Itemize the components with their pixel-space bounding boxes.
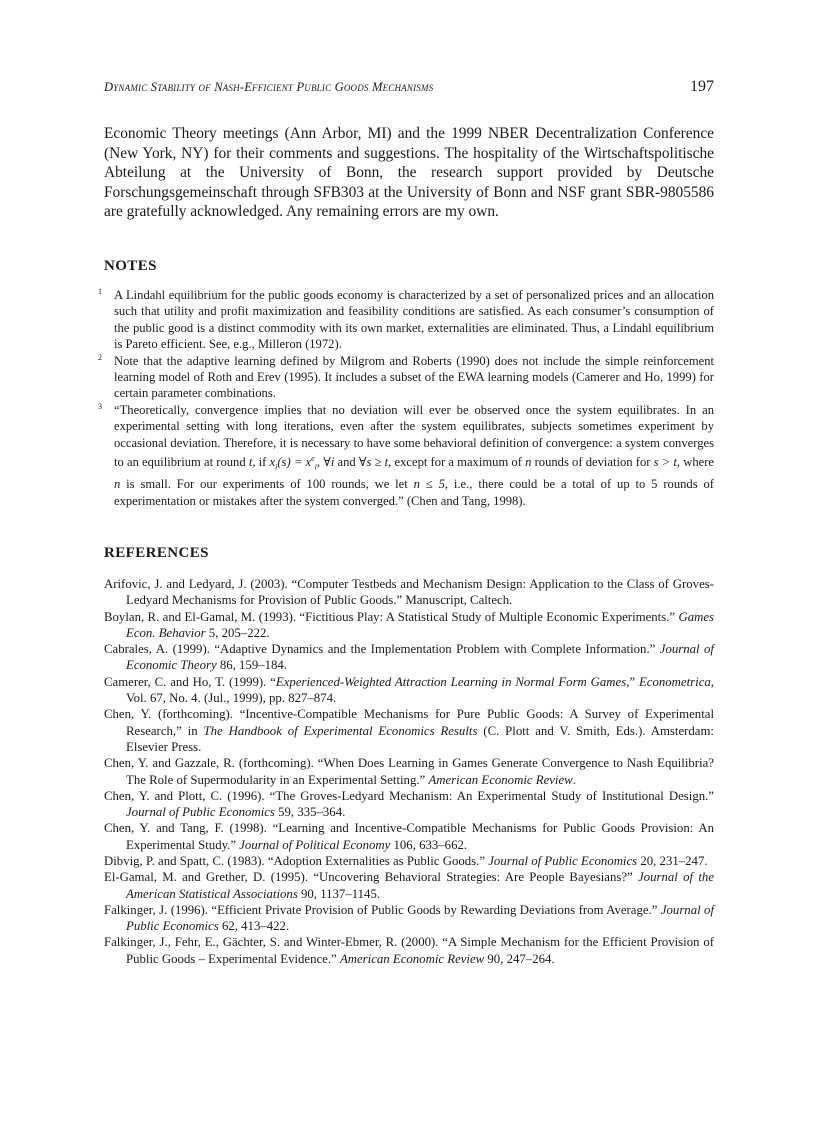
reference-details: 20, 231–247. (637, 854, 708, 868)
reference-item (104, 641, 714, 674)
reference-journal: The Handbook of Experimental Economics Results (203, 723, 478, 738)
reference-details: 106, 633–662. (390, 837, 468, 852)
notes-heading: NOTES (104, 257, 157, 274)
reference-item (104, 706, 714, 755)
reference-details: 90, 1137–1145. (297, 886, 381, 901)
note-text: , i.e., there could be a total of up to 5 rounds of experimentation or mistakes after the system converged.” (Chen and Tang, 1998). (114, 477, 714, 508)
reference-item (104, 934, 714, 967)
reference-text: Arifovic, J. and Ledyard, J. (2003). “Computer Testbeds and Mechanism Design: Application to the Class of Groves-Ledyard Mechanisms for Provision of Public Goods.” Manuscript, Caltech. (104, 576, 714, 608)
reference-details: 5, 205–222. (205, 625, 270, 640)
reference-text: Chen, Y. and Tang, F. (1998). “Learning and Incentive-Compatible Mechanisms for Public Goods Provision: An Experimental Study.” (104, 821, 714, 852)
references-heading: REFERENCES (104, 544, 209, 561)
math-superscript: e (311, 454, 315, 464)
math-var: i (330, 455, 335, 470)
reference-item (104, 820, 714, 853)
reference-text: Dibvig, P. and Spatt, C. (1983). “Adoption Externalities as Public Goods.” (104, 854, 489, 868)
math-var: t (248, 455, 253, 470)
reference-details: . (572, 772, 576, 787)
math-var: x (269, 455, 276, 470)
reference-item (104, 788, 714, 821)
note-text: is small. For our experiments of 100 rounds, we let (120, 477, 414, 492)
reference-item (104, 674, 714, 707)
references-list (104, 576, 714, 967)
page-content (98, 78, 715, 967)
reference-text: Falkinger, J., Fehr, E., Gächter, S. and Winter-Ebmer, R. (2000). “A Simple Mechanism for the Efficient Provision of Public Goods – Experimental Evidence.” (104, 935, 714, 966)
reference-text: Cabrales, A. (1999). “Adaptive Dynamics and the Implementation Problem with Complete Information.” (104, 642, 660, 657)
reference-text: Boylan, R. and El-Gamal, M. (1993). “Fictitious Play: A Statistical Study of Multiple Economic Experiments.” (104, 609, 679, 624)
note-text: Note that the adaptive learning defined by Milgrom and Roberts (1990) does not include the simple reinforcement learning model of Roth and Erev (1995). It includes a subset of the EWA learning models (Camerer and Ho, 1999) for certain parameter combinations. (114, 353, 714, 401)
math-formula (269, 454, 317, 472)
note-item (98, 401, 714, 509)
reference-details: (C. Plott and V. Smith, Eds.). Amsterdam: Elsevier Press. (126, 723, 714, 754)
reference-text: Falkinger, J. (1996). “Efficient Private Provision of Public Goods by Rewarding Deviations from Average.” (104, 902, 661, 917)
reference-item (104, 869, 714, 902)
reference-journal: Journal of Public Economics (126, 902, 714, 934)
note-text: , ∀ (316, 455, 331, 470)
reference-title-italic: Experienced-Weighted Attraction Learning in Normal Form Games (275, 674, 627, 689)
note-text: , if (252, 455, 270, 470)
reference-journal: American Economic Review (428, 772, 573, 787)
note-item (98, 352, 714, 402)
reference-text: Chen, Y. and Gazzale, R. (forthcoming). “When Does Learning in Games Generate Convergence to Nash Equilibria? The Role of Supermodularity in an Experimental Setting.” (104, 756, 714, 787)
note-number: 2 (98, 352, 102, 362)
running-head (104, 78, 714, 100)
reference-item (104, 853, 714, 869)
reference-journal: Journal of Economic Theory (126, 642, 714, 673)
reference-journal: Econometrica (638, 674, 711, 689)
note-text: A Lindahl equilibrium for the public goods economy is characterized by a set of personalized prices and an allocation such that utility and profit maximization and feasibility conditions are satisfied. As each consumer’s consumption of the public good is a distinct commodity with its own market, externalities are eliminated. Thus, a Lindahl equilibrium is Pareto efficient. See, e.g., Milleron (1972). (114, 287, 714, 352)
reference-journal: Journal of the American Statistical Associations (126, 870, 715, 901)
math-var: n (525, 455, 532, 470)
note-text: “Theoretically, convergence implies that no deviation will ever be observed once the system equilibrates. In an experimental setting with long iterations, even after the system equilibrates, subjects sometimes experiment by occasional deviation. Therefore, it is necessary to have some behavioral definition of convergence: a system converges to an equilibrium at round (114, 402, 714, 470)
reference-item (104, 609, 714, 642)
reference-text: Camerer, C. and Ho, T. (1999). “ (104, 674, 276, 689)
reference-item (104, 902, 714, 935)
math-expr: (s) = x (277, 455, 312, 470)
note-text: rounds of deviation for (531, 455, 654, 470)
math-expr: s ≥ t (366, 455, 389, 470)
reference-journal: Journal of Political Economy (239, 837, 391, 852)
note-text: , except for a maximum of (388, 455, 526, 470)
note-number: 1 (98, 286, 102, 296)
note-text: , where (676, 455, 714, 470)
math-subscript: i (314, 462, 317, 472)
reference-item (104, 576, 714, 609)
reference-details: 62, 413–422. (218, 919, 290, 934)
reference-text: El-Gamal, M. and Grether, D. (1995). “Uncovering Behavioral Strategies: Are People Bayesians?” (104, 870, 638, 885)
reference-journal: Journal of Public Economics (126, 805, 275, 820)
math-subscript: i (275, 462, 278, 472)
note-item (98, 286, 714, 353)
reference-details: ,” (626, 674, 639, 689)
intro-paragraph: Economic Theory meetings (Ann Arbor, MI) and the 1999 NBER Decentralization Conference (New York, NY) for their comments and suggestions. The hospitality of the Wirtschaftspolitische Abteilung at the University of Bonn, the research support provided by Deutsche Forschungsgemeinschaft through SFB303 at the University of Bonn and NSF grant SBR-9805586 are gratefully acknowledged. Any remaining errors are my own. (104, 125, 714, 221)
page-number: 197 (690, 78, 714, 95)
reference-details: 59, 335–364. (274, 805, 346, 820)
reference-details: 86, 159–184. (216, 658, 288, 673)
reference-journal: Journal of Public Economics (488, 854, 638, 868)
math-expr: s > t (653, 455, 677, 470)
running-title: Dynamic Stability of Nash-Efficient Public Goods Mechanisms (104, 80, 434, 94)
reference-journal: American Economic Review (339, 951, 485, 966)
reference-details: , Vol. 67, No. 4. (Jul., 1999), pp. 827–874. (126, 674, 714, 706)
reference-item (104, 755, 714, 788)
math-expr: n ≤ 5 (413, 477, 445, 492)
reference-details: 90, 247–264. (484, 951, 555, 966)
math-var: n (114, 477, 121, 492)
reference-text: Chen, Y. (forthcoming). “Incentive-Compatible Mechanisms for Pure Public Goods: A Survey of Experimental Research,” in (104, 707, 714, 738)
note-number: 3 (98, 401, 102, 411)
note-text: and ∀ (334, 455, 367, 470)
reference-journal: Games Econ. Behavior (126, 609, 714, 640)
reference-text: Chen, Y. and Plott, C. (1996). “The Groves-Ledyard Mechanism: An Experimental Study of Institutional Design.” (104, 788, 714, 803)
notes-list (98, 286, 714, 509)
